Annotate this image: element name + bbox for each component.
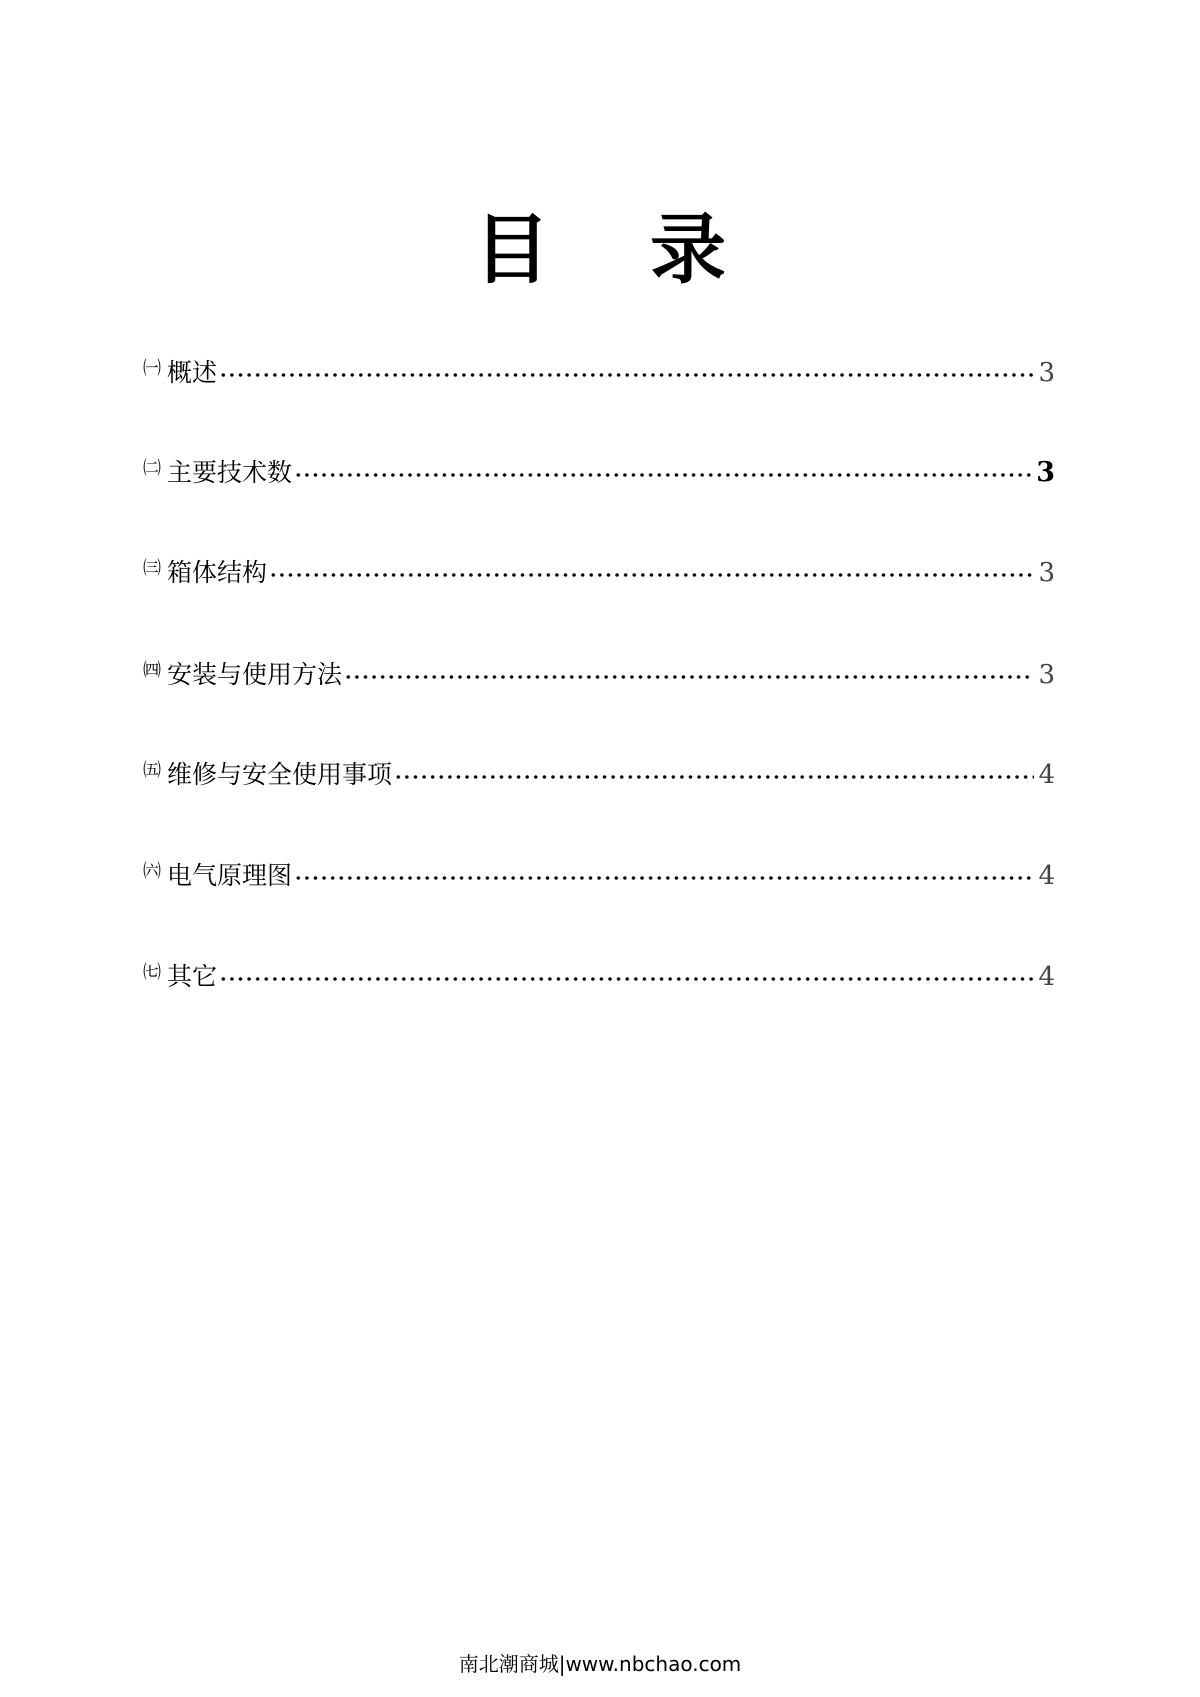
toc-entry-installation-usage[interactable]: [143, 652, 1055, 692]
toc-entry-other[interactable]: [143, 954, 1055, 994]
toc-entry-page: 3: [1036, 457, 1055, 488]
toc-leader-dots: [344, 674, 1034, 680]
toc-entry-overview[interactable]: [143, 350, 1055, 390]
toc-entry-label: 其它: [167, 962, 218, 991]
toc-entry-page: 4: [1038, 760, 1055, 790]
toc-leader-dots: [294, 875, 1034, 881]
title-char-2: 录: [650, 205, 726, 294]
toc-entry-number: ㈡: [143, 458, 161, 479]
toc-entry-page: 3: [1038, 358, 1055, 388]
toc-entry-page: 4: [1038, 962, 1055, 992]
toc-entry-number: ㈢: [143, 558, 161, 579]
toc-entry-label: 主要技术数: [167, 458, 293, 487]
page-title: [0, 205, 1200, 295]
toc-entry-page: 4: [1038, 861, 1055, 891]
toc-entry-number: ㈥: [143, 861, 161, 882]
toc-entry-cabinet-structure[interactable]: [143, 550, 1055, 590]
toc-leader-dots: [269, 572, 1034, 578]
toc-leader-dots: [394, 774, 1034, 780]
toc-leader-dots: [219, 976, 1034, 982]
toc-entry-label: 箱体结构: [167, 558, 268, 587]
toc-entry-maintenance-safety[interactable]: [143, 752, 1055, 792]
toc-entry-number: ㈠: [143, 358, 161, 379]
toc-entry-electrical-diagram[interactable]: [143, 853, 1055, 893]
toc-entry-label: 概述: [167, 358, 218, 387]
title-char-1: 目: [474, 205, 550, 294]
toc-entry-page: 3: [1038, 660, 1055, 690]
toc-entry-label: 维修与安全使用事项: [167, 760, 393, 789]
toc-entry-number: ㈦: [143, 962, 161, 983]
page-footer: 南北潮商城|www.nbchao.com: [458, 1652, 742, 1676]
toc-entry-number: ㈣: [143, 660, 161, 681]
toc-entry-label: 安装与使用方法: [167, 660, 343, 689]
toc-entry-page: 3: [1038, 558, 1055, 588]
toc-entry-label: 电气原理图: [167, 861, 293, 890]
toc-entry-technical-data[interactable]: [143, 450, 1055, 490]
toc-entry-number: ㈤: [143, 760, 161, 781]
toc-leader-dots: [219, 372, 1034, 378]
toc-leader-dots: [294, 472, 1032, 478]
